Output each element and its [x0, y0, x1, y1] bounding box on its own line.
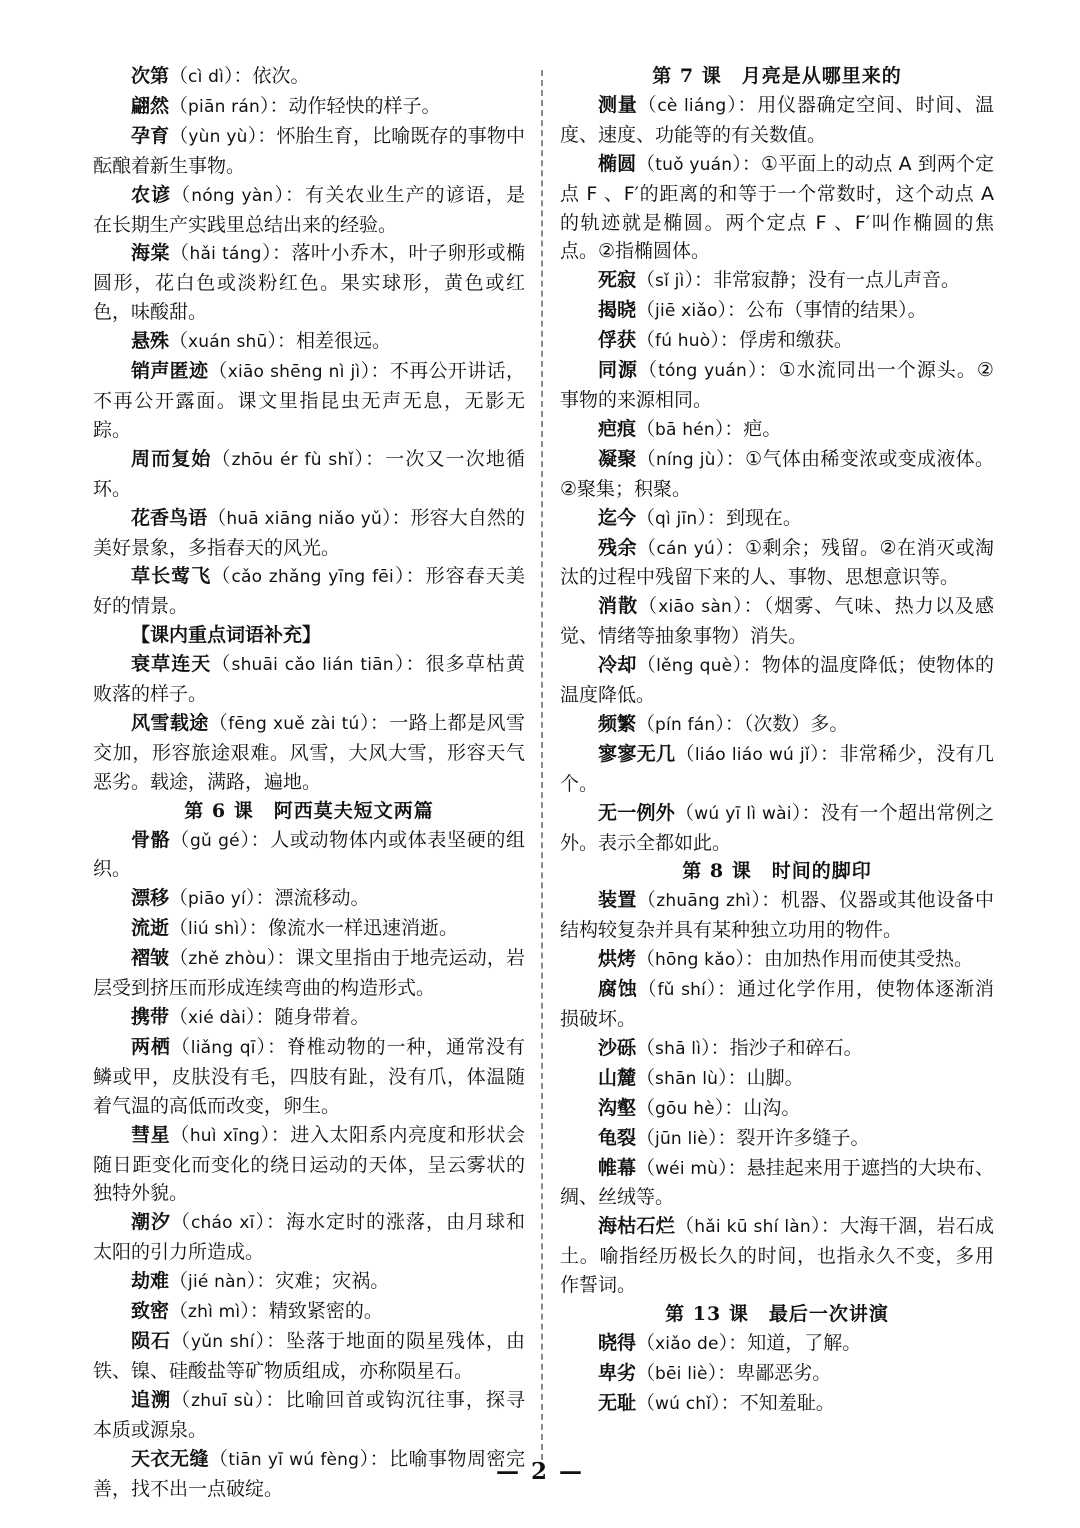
entry-pinyin: cì dì: [188, 67, 225, 87]
entry-pinyin: liú shì: [188, 919, 240, 940]
entry-definition: 很多草枯黄败落的样子。: [93, 653, 525, 706]
entry-term: 周而复始: [131, 447, 212, 470]
glossary-entry: 揭晓（jiē xiǎo）：公布（事情的结果）。: [598, 299, 927, 322]
entry-definition: 人或动物体内或体表坚硬的组织。: [93, 828, 525, 881]
entry-definition: （次数）多。: [743, 712, 849, 735]
glossary-entry: 山麓（shān lù）：山脚。: [598, 1066, 804, 1089]
right-column: [560, 62, 994, 1419]
entry-term: 海枯石烂: [598, 1215, 676, 1238]
entry-definition: ①水流同出一个源头。②事物的来源相同。: [560, 359, 994, 411]
glossary-entry: 孕育（yùn yù）：怀胎生育，比喻既存的事物中酝酿着新生事物。: [93, 124, 525, 177]
glossary-entry: 致密（zhì mì）：精致紧密的。: [131, 1300, 383, 1323]
glossary-entry: 疤痕（bā hén）：疤。: [598, 417, 782, 440]
entry-definition: 精致紧密的。: [268, 1300, 383, 1323]
glossary-entry: 天衣无缝（tiān yī wú fèng）：比喻事物周密完善，找不出一点破绽。: [93, 1447, 525, 1500]
entry-definition: 指沙子和碎石。: [729, 1036, 863, 1059]
glossary-entry: 装置（zhuāng zhì）：机器、仪器或其他设备中结构较复杂并具有某种独立功用的物件。: [560, 889, 994, 942]
entry-term: 风雪载途: [131, 711, 209, 734]
entry-term: 草长莺飞: [131, 565, 212, 588]
entry-pinyin: tiān yī wú fèng: [228, 1449, 360, 1470]
entry-term: 疤痕: [598, 417, 637, 440]
entry-term: 孕育: [131, 124, 170, 147]
entry-pinyin: nóng yàn: [191, 185, 274, 206]
glossary-entry: 死寂（sǐ jì）：非常寂静；没有一点儿声音。: [598, 269, 960, 292]
glossary-entry: 卑劣（bēi liè）：卑鄙恶劣。: [598, 1361, 832, 1384]
entry-term: 烘烤: [598, 948, 637, 971]
entry-term: 褶皱: [131, 947, 170, 970]
glossary-entry: 周而复始（zhōu ér fù shǐ）：一次又一次地循环。: [93, 447, 525, 500]
glossary-entry: 无一例外（wú yī lì wài）：没有一个超出常例之外。表示全都如此。: [560, 801, 994, 854]
entry-pinyin: cán yú: [656, 538, 715, 559]
entry-definition: ①剩余；残留。②在消灭或淘汰的过程中残留下来的人、事物、思想意识等。: [560, 536, 994, 589]
entry-pinyin: xiāo sàn: [658, 597, 732, 618]
entry-pinyin: xiǎo de: [655, 1333, 719, 1354]
entry-pinyin: jūn liè: [655, 1128, 709, 1149]
entry-definition: 漂流移动。: [274, 887, 370, 910]
entry-pinyin: wéi mù: [655, 1158, 719, 1179]
entry-definition: 像流水一样迅速消逝。: [267, 917, 458, 940]
glossary-entry: 彗星（huì xīng）：进入太阳系内亮度和形状会随日距变化而变化的绕日运动的天体，呈云雾状的独特外貌。: [93, 1123, 525, 1205]
entry-pinyin: zhě zhòu: [188, 949, 267, 970]
lesson-heading: 第 7 课 月亮是从哪里来的: [652, 65, 902, 87]
entry-term: 沟壑: [598, 1096, 637, 1119]
entry-definition: 脊椎动物的一种，通常没有鳞或甲，皮肤没有毛，四肢有趾，没有爪，体温随着气温的高低而改变，卵生。: [93, 1035, 525, 1117]
entry-definition: 一路上都是风雪交加，形容旅途艰难。风雪，大风大雪，形容天气恶劣。载途，满路，遍地。: [93, 711, 525, 793]
entry-pinyin: huā xiāng niǎo yǔ: [226, 508, 382, 529]
entry-pinyin: zhì mì: [188, 1302, 241, 1323]
entry-term: 凝聚: [598, 447, 637, 470]
glossary-entry: 骨骼（gǔ gé）：人或动物体内或体表坚硬的组织。: [93, 828, 525, 881]
glossary-entry: 沟壑（gōu hè）：山沟。: [598, 1096, 801, 1119]
glossary-entry: 悬殊（xuán shū）：相差很远。: [131, 330, 391, 353]
glossary-entry: 漂移（piāo yí）：漂流移动。: [131, 887, 370, 910]
entry-pinyin: yùn yù: [188, 126, 248, 147]
entry-term: 悬殊: [131, 330, 170, 353]
entry-definition: 有关农业生产的谚语，是在长期生产实践里总结出来的经验。: [93, 183, 525, 236]
entry-definition: 不知羞耻。: [739, 1391, 835, 1414]
glossary-entry: 俘获（fú huò）：俘虏和缴获。: [598, 329, 853, 352]
entry-term: 腐蚀: [598, 978, 638, 1001]
entry-pinyin: fǔ shí: [657, 980, 707, 1001]
entry-definition: 海水定时的涨落，由月球和太阳的引力所造成。: [93, 1211, 525, 1264]
entry-term: 死寂: [598, 269, 637, 292]
entry-term: 潮汐: [131, 1211, 171, 1234]
column-divider: [541, 70, 543, 1460]
entry-term: 揭晓: [598, 299, 637, 322]
glossary-entry: 腐蚀（fǔ shí）：通过化学作用，使物体逐渐消损破坏。: [560, 978, 994, 1030]
glossary-entry: 烘烤（hōng kǎo）：由加热作用而使其受热。: [598, 948, 973, 971]
entry-definition: 悬挂起来用于遮挡的大块布、绸、丝绒等。: [560, 1156, 994, 1209]
glossary-entry: 冷却（lěng què）：物体的温度降低；使物体的温度降低。: [560, 654, 994, 707]
entry-definition: 不再公开讲话，不再公开露面。课文里指昆虫无声无息，无影无踪。: [93, 360, 525, 441]
glossary-entry: 翩然（piān rán）：动作轻快的样子。: [131, 94, 441, 117]
lesson-heading: 第 6 课 阿西莫夫短文两篇: [184, 799, 434, 822]
entry-definition: 由加热作用而使其受热。: [763, 948, 973, 971]
entry-definition: 大海干涸，岩石成土。喻指经历极长久的时间，也指永久不变，多用作誓词。: [560, 1215, 994, 1297]
left-column: [93, 62, 525, 1503]
entry-definition: 到现在。: [725, 506, 802, 529]
entry-term: 晓得: [598, 1331, 637, 1354]
entry-pinyin: liáo liáo wú jǐ: [694, 744, 810, 765]
entry-definition: 俘虏和缴获。: [738, 329, 853, 352]
entry-term: 两栖: [131, 1035, 171, 1058]
entry-definition: 坠落于地面的陨星残体，由铁、镍、硅酸盐等矿物质组成，亦称陨星石。: [93, 1329, 525, 1382]
entry-term: 翩然: [131, 94, 170, 117]
glossary-entry: 农谚（nóng yàn）：有关农业生产的谚语，是在长期生产实践里总结出来的经验。: [93, 183, 525, 236]
entry-term: 龟裂: [598, 1126, 637, 1149]
entry-pinyin: gōu hè: [655, 1098, 715, 1119]
entry-pinyin: shā lì: [655, 1038, 702, 1059]
entry-pinyin: fēng xuě zài tú: [228, 713, 360, 734]
entry-definition: 山沟。: [743, 1096, 801, 1119]
glossary-entry: 销声匿迹（xiāo shēng nì jì）：不再公开讲话，不再公开露面。课文里指昆虫无声无息，无影无踪。: [93, 360, 525, 441]
entry-term: 无一例外: [598, 801, 676, 824]
entry-pinyin: zhuāng zhì: [656, 891, 751, 912]
entry-pinyin: tuǒ yuán: [655, 154, 733, 175]
entry-pinyin: bā hén: [655, 419, 715, 440]
entry-pinyin: hǎi kū shí làn: [694, 1217, 811, 1238]
entry-definition: 落叶小乔木，叶子卵形或椭圆形，花白色或淡粉红色。果实球形，黄色或红色，味酸甜。: [93, 242, 525, 324]
entry-definition: 随身带着。: [274, 1006, 370, 1028]
entry-pinyin: fú huò: [655, 331, 711, 352]
glossary-entry: 海棠（hǎi táng）：落叶小乔木，叶子卵形或椭圆形，花白色或淡粉红色。果实球形，黄色或红色，味酸甜。: [93, 242, 525, 324]
entry-pinyin: zhōu ér fù shǐ: [231, 449, 354, 470]
entry-definition: 进入太阳系内亮度和形状会随日距变化而变化的绕日运动的天体，呈云雾状的独特外貌。: [93, 1123, 525, 1205]
entry-definition: 非常寂静；没有一点儿声音。: [712, 269, 960, 292]
entry-definition: 知道，了解。: [747, 1331, 862, 1354]
glossary-entry: 草长莺飞（cǎo zhǎng yīng fēi）：形容春天美好的情景。: [93, 565, 525, 618]
entry-pinyin: shān lù: [655, 1068, 719, 1089]
glossary-entry: 寥寥无几（liáo liáo wú jǐ）：非常稀少，没有几个。: [560, 742, 994, 795]
entry-term: 衰草连天: [131, 653, 212, 676]
entry-term: 销声匿迹: [131, 360, 209, 383]
glossary-entry: 褶皱（zhě zhòu）：课文里指由于地壳运动，岩层受到挤压而形成连续弯曲的构造形式。: [93, 947, 525, 1000]
glossary-entry: 龟裂（jūn liè）：裂开许多缝子。: [598, 1126, 870, 1149]
entry-definition: 卑鄙恶劣。: [736, 1361, 832, 1384]
glossary-entry: 测量（cè liáng）：用仪器确定空间、时间、温度、速度、功能等的有关数值。: [560, 93, 994, 146]
entry-pinyin: wú chǐ: [655, 1393, 712, 1414]
entry-pinyin: piān rán: [188, 96, 260, 117]
entry-pinyin: zhuī sù: [191, 1390, 254, 1411]
entry-term: 无耻: [598, 1391, 637, 1414]
entry-term: 寥寥无几: [598, 742, 676, 765]
glossary-entry: 风雪载途（fēng xuě zài tú）：一路上都是风雪交加，形容旅途艰难。风雪，大风大雪，形容天气恶劣。载途，满路，遍地。: [93, 711, 525, 793]
entry-definition: （烟雾、气味、热力以及感觉、情绪等抽象事物）消失。: [560, 595, 994, 648]
entry-term: 俘获: [598, 329, 637, 352]
entry-term: 追溯: [131, 1388, 172, 1411]
entry-term: 冷却: [598, 654, 637, 677]
glossary-entry: 次第（cì dì）：依次。: [131, 65, 310, 87]
entry-term: 帷幕: [598, 1156, 637, 1179]
entry-term: 卑劣: [598, 1361, 637, 1384]
entry-pinyin: tóng yuán: [658, 361, 747, 382]
entry-pinyin: sǐ jì: [655, 271, 685, 292]
glossary-entry: 劫难（jié nàn）：灾难；灾祸。: [131, 1270, 390, 1293]
glossary-entry: 频繁（pín fán）：（次数）多。: [598, 712, 849, 735]
glossary-entry: 陨石（yǔn shí）：坠落于地面的陨星残体，由铁、镍、硅酸盐等矿物质组成，亦称陨星石。: [93, 1329, 525, 1382]
entry-term: 农谚: [131, 183, 172, 206]
entry-pinyin: pín fán: [655, 714, 716, 735]
entry-definition: 山脚。: [746, 1066, 804, 1089]
entry-definition: 公布（事情的结果）。: [746, 299, 927, 322]
entry-pinyin: bēi liè: [655, 1363, 708, 1384]
glossary-entry: 衰草连天（shuāi cǎo lián tiān）：很多草枯黄败落的样子。: [93, 653, 525, 706]
entry-definition: 用仪器确定空间、时间、温度、速度、功能等的有关数值。: [560, 93, 994, 146]
glossary-entry: 同源（tóng yuán）：①水流同出一个源头。②事物的来源相同。: [560, 359, 994, 411]
entry-term: 携带: [131, 1006, 170, 1028]
entry-pinyin: xiāo shēng nì jì: [227, 362, 361, 383]
entry-term: 频繁: [598, 712, 637, 735]
entry-pinyin: piāo yí: [188, 889, 246, 910]
entry-pinyin: cǎo zhǎng yīng fēi: [231, 567, 394, 588]
glossary-entry: 消散（xiāo sàn）：（烟雾、气味、热力以及感觉、情绪等抽象事物）消失。: [560, 595, 994, 648]
glossary-entry: 追溯（zhuī sù）：比喻回首或钩沉往事，探寻本质或源泉。: [93, 1388, 525, 1441]
entry-pinyin: cháo xī: [191, 1213, 255, 1234]
lesson-heading: 第 8 课 时间的脚印: [682, 860, 872, 883]
entry-pinyin: liǎng qī: [190, 1037, 256, 1058]
entry-definition: 通过化学作用，使物体逐渐消损破坏。: [560, 978, 994, 1030]
entry-definition: 疤。: [743, 417, 782, 440]
entry-definition: ①气体由稀变浓或变成液体。②聚集；积聚。: [560, 447, 994, 500]
glossary-entry: 沙砾（shā lì）：指沙子和碎石。: [598, 1036, 863, 1059]
entry-pinyin: qì jīn: [655, 508, 698, 529]
entry-pinyin: huì xīng: [189, 1125, 261, 1146]
glossary-entry: 迄今（qì jīn）：到现在。: [598, 506, 802, 529]
entry-term: 彗星: [131, 1123, 171, 1146]
entry-definition: 依次。: [252, 65, 310, 87]
lesson-heading: 第 13 课 最后一次讲演: [665, 1303, 889, 1326]
entry-definition: ①平面上的动点 A 到两个定点 F 、F′的距离的和等于一个常数时，这个动点 A 的轨迹就是椭圆。两个定点 F 、F′叫作椭圆的焦点。②指椭圆体。: [560, 152, 994, 263]
entry-term: 迄今: [598, 506, 637, 529]
entry-definition: 机器、仪器或其他设备中结构较复杂并具有某种独立功用的物件。: [560, 889, 994, 942]
entry-pinyin: yǔn shí: [190, 1331, 255, 1352]
entry-pinyin: hǎi táng: [189, 244, 262, 265]
entry-pinyin: xié dài: [188, 1008, 247, 1028]
glossary-entry: 晓得（xiǎo de）：知道，了解。: [598, 1331, 862, 1354]
entry-definition: 物体的温度降低；使物体的温度降低。: [560, 654, 994, 707]
entry-definition: 形容春天美好的情景。: [93, 565, 525, 618]
glossary-entry: 残余（cán yú）：①剩余；残留。②在消灭或淘汰的过程中残留下来的人、事物、思想意识等。: [560, 536, 994, 589]
entry-term: 沙砾: [598, 1036, 637, 1059]
entry-definition: 裂开许多缝子。: [736, 1126, 870, 1149]
glossary-entry: 凝聚（níng jù）：①气体由稀变浓或变成液体。②聚集；积聚。: [560, 447, 994, 500]
entry-definition: 没有一个超出常例之外。表示全都如此。: [560, 801, 994, 854]
entry-definition: 比喻事物周密完善，找不出一点破绽。: [93, 1447, 525, 1500]
entry-pinyin: wú yī lì wài: [694, 803, 792, 824]
entry-term: 陨石: [131, 1329, 171, 1352]
entry-pinyin: xuán shū: [188, 332, 268, 353]
entry-definition: 怀胎生育，比喻既存的事物中酝酿着新生事物。: [93, 124, 525, 177]
glossary-entry: 携带（xié dài）：随身带着。: [131, 1006, 370, 1028]
entry-definition: 一次又一次地循环。: [93, 447, 525, 500]
entry-definition: 比喻回首或钩沉往事，探寻本质或源泉。: [93, 1388, 525, 1441]
entry-definition: 动作轻快的样子。: [288, 94, 441, 117]
glossary-entry: 帷幕（wéi mù）：悬挂起来用于遮挡的大块布、绸、丝绒等。: [560, 1156, 994, 1209]
supplement-heading: 【课内重点词语补充】: [131, 624, 322, 647]
entry-term: 流逝: [131, 917, 170, 940]
entry-definition: 非常稀少，没有几个。: [560, 742, 994, 795]
glossary-entry: 无耻（wú chǐ）：不知羞耻。: [598, 1391, 835, 1414]
entry-term: 装置: [598, 889, 637, 912]
glossary-entry: 流逝（liú shì）：像流水一样迅速消逝。: [131, 917, 458, 940]
entry-pinyin: jiē xiǎo: [655, 301, 718, 322]
entry-term: 劫难: [131, 1270, 170, 1293]
entry-pinyin: cè liáng: [657, 95, 727, 116]
entry-term: 山麓: [598, 1066, 637, 1089]
entry-term: 同源: [598, 359, 639, 382]
entry-term: 漂移: [131, 887, 170, 910]
entry-pinyin: níng jù: [655, 449, 716, 470]
entry-definition: 灾难；灾祸。: [275, 1270, 390, 1293]
page-number: — 2 —: [495, 1458, 585, 1485]
entry-term: 海棠: [131, 242, 170, 265]
entry-definition: 课文里指由于地壳运动，岩层受到挤压而形成连续弯曲的构造形式。: [93, 947, 525, 1000]
entry-term: 残余: [598, 536, 637, 559]
entry-term: 次第: [131, 65, 170, 87]
glossary-entry: 潮汐（cháo xī）：海水定时的涨落，由月球和太阳的引力所造成。: [93, 1211, 525, 1264]
glossary-entry: 海枯石烂（hǎi kū shí làn）：大海干涸，岩石成土。喻指经历极长久的时间，也指永久不变，多用作誓词。: [560, 1215, 994, 1297]
glossary-entry: 椭圆（tuǒ yuán）：①平面上的动点 A 到两个定点 F 、F′的距离的和等于一个常数时，这个动点 A 的轨迹就是椭圆。两个定点 F 、F′叫作椭圆的焦点。②指椭圆体。: [560, 152, 994, 263]
entry-term: 花香鸟语: [131, 506, 208, 529]
glossary-entry: 两栖（liǎng qī）：脊椎动物的一种，通常没有鳞或甲，皮肤没有毛，四肢有趾，没有爪，体温随着气温的高低而改变，卵生。: [93, 1035, 525, 1117]
entry-term: 骨骼: [131, 828, 171, 851]
entry-term: 消散: [598, 595, 639, 618]
entry-term: 椭圆: [598, 152, 637, 175]
entry-definition: 形容大自然的美好景象，多指春天的风光。: [93, 506, 525, 559]
glossary-entry: 花香鸟语（huā xiāng niǎo yǔ）：形容大自然的美好景象，多指春天的风光。: [93, 506, 525, 559]
entry-pinyin: shuāi cǎo lián tiān: [231, 655, 394, 676]
entry-pinyin: jié nàn: [188, 1272, 247, 1293]
entry-term: 致密: [131, 1300, 170, 1323]
entry-pinyin: hōng kǎo: [655, 950, 736, 971]
entry-term: 测量: [598, 93, 638, 116]
entry-pinyin: gǔ gé: [189, 830, 240, 851]
entry-pinyin: lěng què: [656, 656, 733, 677]
entry-term: 天衣无缝: [131, 1447, 209, 1470]
entry-definition: 相差很远。: [295, 330, 391, 353]
